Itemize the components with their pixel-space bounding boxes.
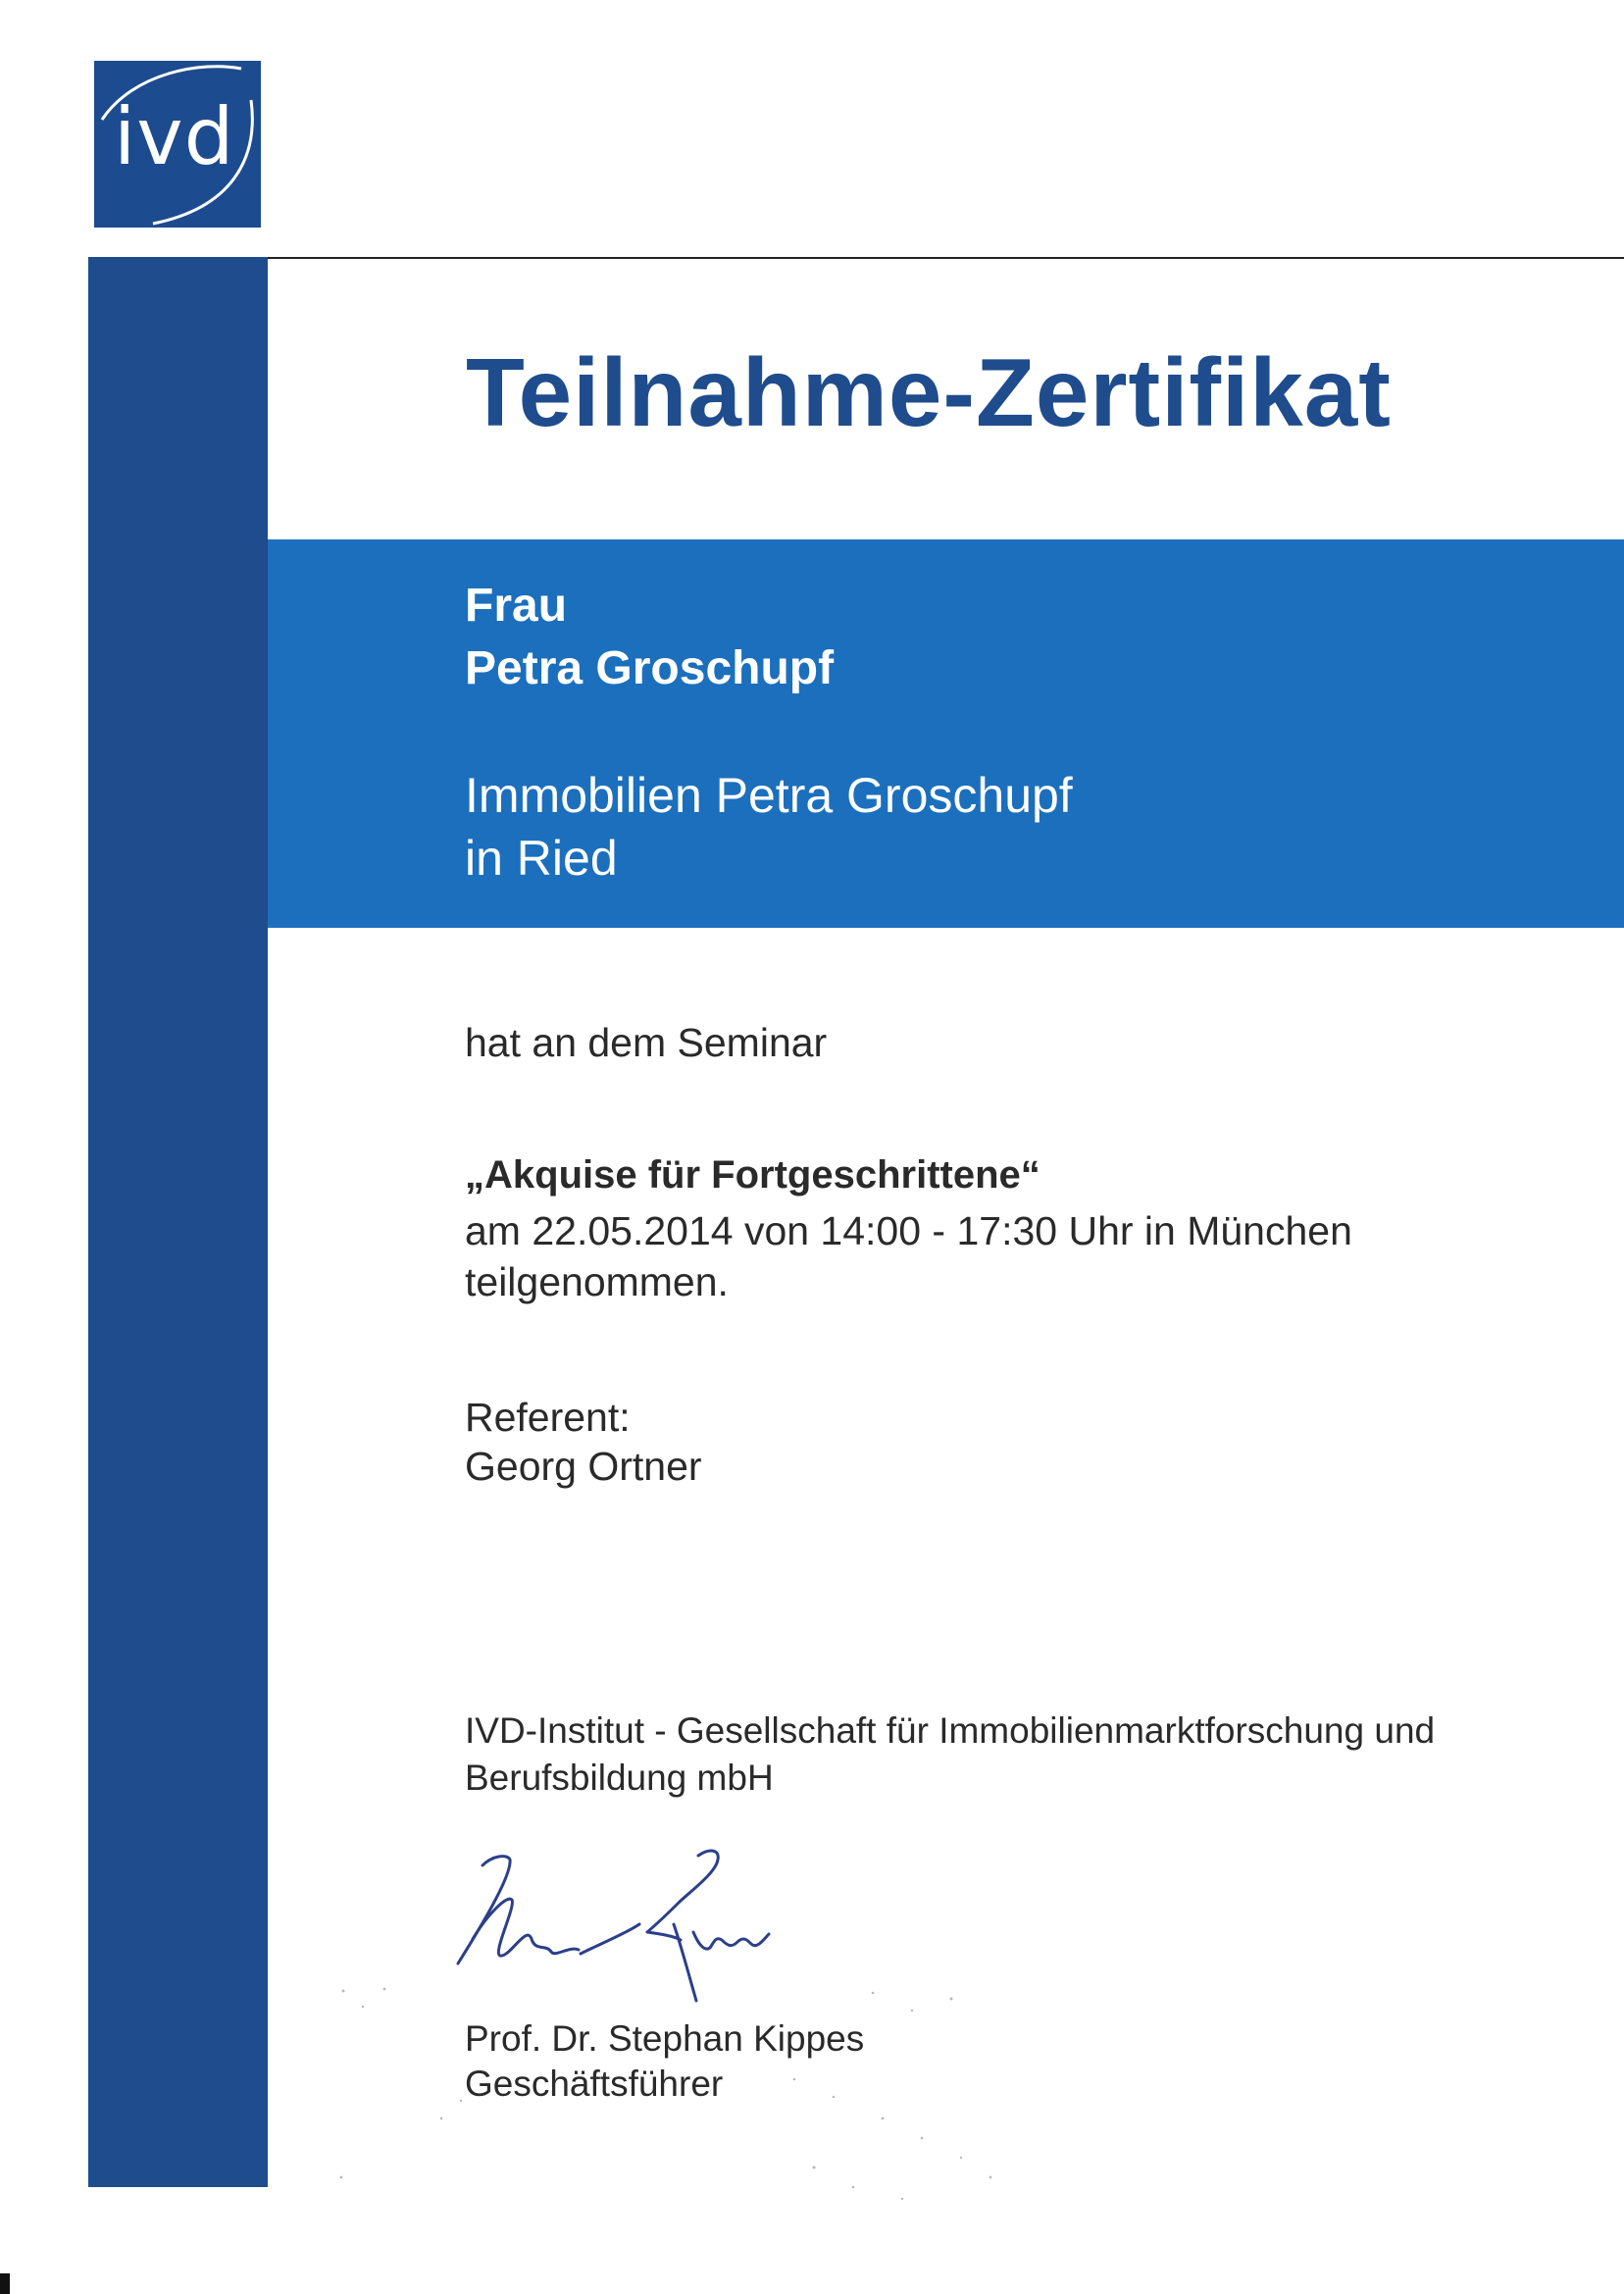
referent-name: Georg Ortner [465, 1444, 702, 1489]
seminar-participated: teilgenommen. [465, 1259, 729, 1304]
certificate-title: Teilnahme-Zertifikat [466, 338, 1392, 446]
scan-corner-mark [0, 2273, 10, 2294]
top-divider [94, 257, 1624, 259]
recipient-city: in Ried [465, 831, 618, 886]
referent-label: Referent: [465, 1395, 631, 1440]
side-bar [88, 257, 268, 2187]
ivd-logo [94, 61, 261, 228]
logo-text: ivd [114, 91, 235, 182]
recipient-salutation: Frau [465, 580, 568, 632]
signatory-role: Geschäftsführer [465, 2064, 724, 2104]
recipient-name: Petra Groschupf [465, 642, 835, 694]
institute-name-line2: Berufsbildung mbH [465, 1758, 774, 1798]
seminar-intro: hat an dem Seminar [465, 1020, 828, 1065]
recipient-company: Immobilien Petra Groschupf [465, 768, 1073, 823]
signatory-name: Prof. Dr. Stephan Kippes [465, 2018, 865, 2059]
seminar-title: „Akquise für Fortgeschrittene“ [465, 1153, 1040, 1197]
seminar-date: am 22.05.2014 von 14:00 - 17:30 Uhr in München [465, 1208, 1352, 1253]
scan-noise [324, 1971, 1030, 2217]
institute-name-line1: IVD-Institut - Gesellschaft für Immobilienmarktforschung und [465, 1710, 1436, 1751]
